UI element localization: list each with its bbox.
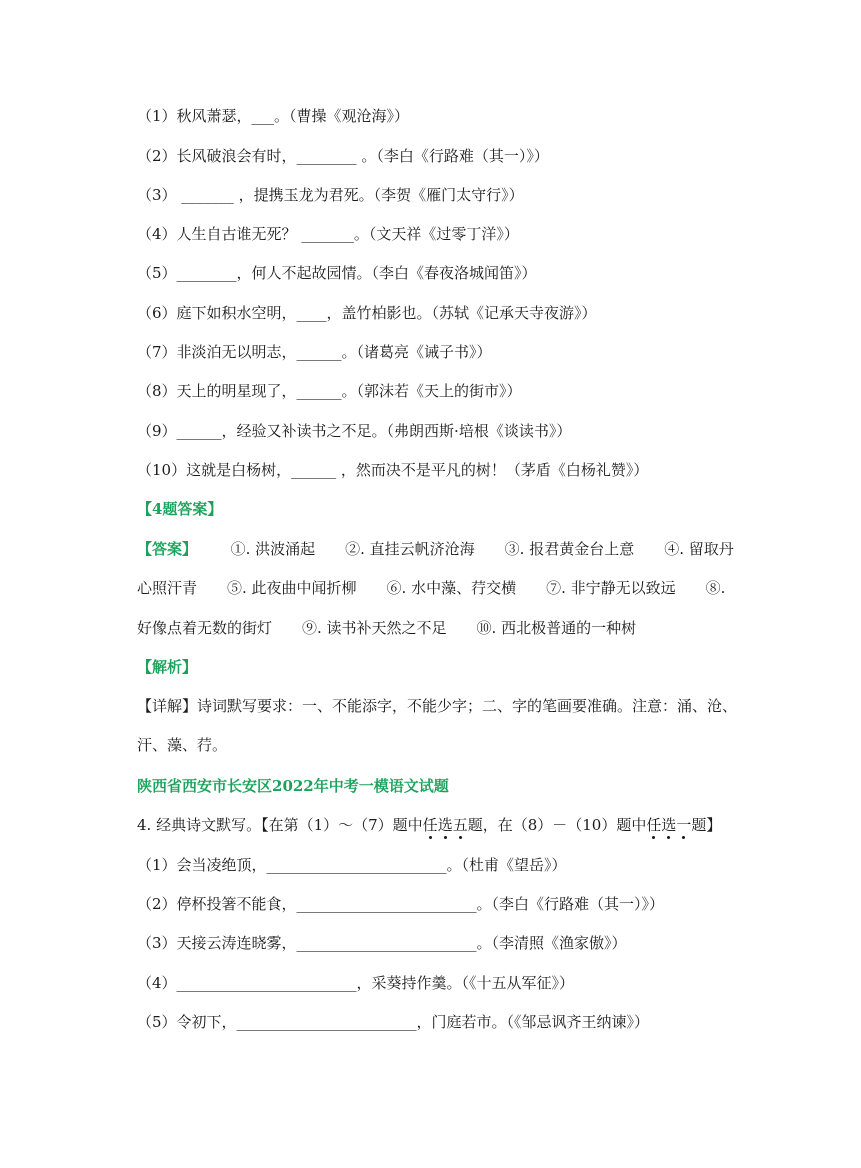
answer-line-2: 心照汗青 ⑤. 此夜曲中闻折柳 ⑥. 水中藻、荇交横 ⑦. 非宁静无以致远 ⑧. (137, 579, 726, 597)
section-title: 陕西省西安市长安区2022年中考一模语文试题 (137, 777, 449, 795)
poem-item-6: （6）庭下如积水空明，____，盖竹柏影也。（苏轼《记承天寺夜游》） (137, 304, 597, 322)
detail-line-2: 汗、藻、荇。 (137, 736, 228, 754)
blank-item-5: （5）令初下，________________________，门庭若市。（《邹忌讽齐王纳谏》） (137, 1013, 650, 1031)
answer-line-3: 好像点着无数的街灯 ⑨. 读书补天然之不足 ⑩. 西北极普通的一种树 (137, 619, 637, 637)
poem-item-8: （8）天上的明星现了，______。（郭沫若《天上的街市》） (137, 382, 522, 400)
analysis-heading: 【解析】 (137, 658, 198, 676)
poem-item-9: （9）______，经验又补读书之不足。（弗朗西斯·培根《谈读书》） (137, 422, 572, 440)
poem-item-4: （4）人生自古谁无死？ _______。（文天祥《过零丁洋》） (137, 225, 519, 243)
answer-text-1: ①. 洪波涌起 ②. 直挂云帆济沧海 ③. 报君黄金台上意 ④. 留取丹 (230, 540, 734, 558)
q4-emphasis-1: 任选五 (422, 816, 468, 834)
q4-part-2: 题，在（8）－（10）题中 (467, 816, 647, 834)
blank-item-3: （3）天接云涛连晓雾，________________________。（李清照《渔家傲》） (137, 934, 627, 952)
answer-heading: 【4题答案】 (137, 500, 223, 518)
q4-emphasis-2: 任选一 (646, 816, 692, 834)
answer-label: 【答案】 (137, 540, 198, 558)
blank-item-4: （4）________________________，采葵持作羹。（《十五从军征》） (137, 974, 575, 992)
blank-item-1: （1）会当凌绝顶，________________________。（杜甫《望岳》） (137, 856, 567, 874)
poem-item-3: （3） _______ ，提携玉龙为君死。（李贺《雁门太守行》） (137, 186, 524, 204)
answer-line-1 (137, 539, 734, 559)
poem-item-10: （10）这就是白杨树，______ ，然而决不是平凡的树！（茅盾《白杨礼赞》） (137, 461, 649, 479)
question-4-instruction (137, 815, 721, 835)
q4-part-1: 4. 经典诗文默写。【在第（1）～（7）题中 (137, 816, 423, 834)
poem-item-7: （7）非淡泊无以明志，______。（诸葛亮《诫子书》） (137, 343, 492, 361)
poem-item-5: （5）________，何人不起故园情。（李白《春夜洛城闻笛》） (137, 264, 537, 282)
poem-item-2: （2）长风破浪会有时，________ 。（李白《行路难（其一）》） (137, 147, 549, 165)
poem-item-1: （1）秋风萧瑟，___。（曹操《观沧海》） (137, 107, 410, 125)
blank-item-2: （2）停杯投箸不能食，________________________。（李白《行路难（其一）》） (137, 895, 665, 913)
q4-part-3: 题】 (691, 816, 722, 834)
detail-line-1: 【详解】诗词默写要求：一、不能添字，不能少字；二、字的笔画要准确。注意：涌、沧、 (137, 697, 738, 715)
